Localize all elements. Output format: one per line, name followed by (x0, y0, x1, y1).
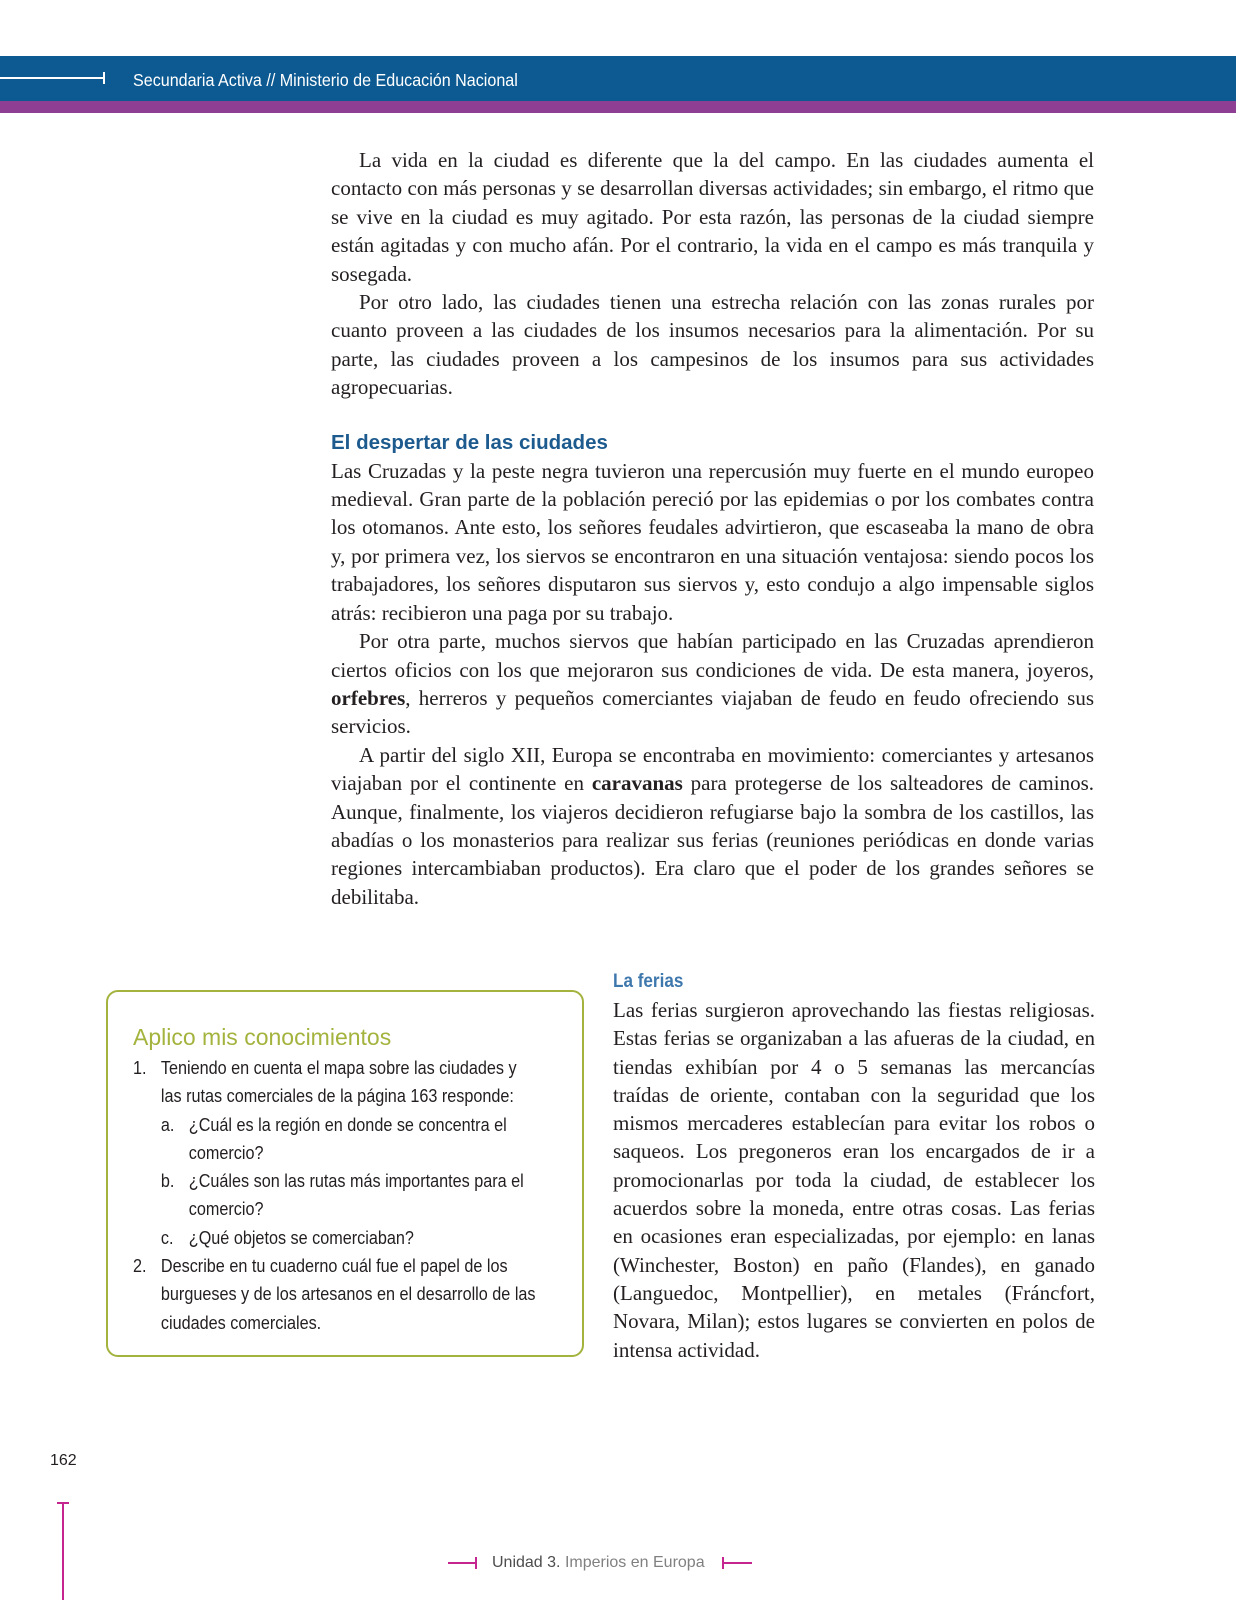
ferias-column (613, 968, 1095, 1364)
page-number: 162 (50, 1452, 77, 1469)
main-column (331, 146, 1094, 911)
activity-list (133, 1054, 538, 1337)
section-paragraph-1: Las Cruzadas y la peste negra tuvieron una repercusión muy fuerte en el mundo europeo medieval. Gran parte de la población pereció por las epidemias o por los combates contra los otomanos. Ante esto, los señores feudales advirtieron, que escaseaba la mano de obra y, por primera vez, los siervos se encontraron en una situación ventajosa: siendo pocos los trabajadores, los señores disputaron sus siervos y, esto condujo a algo impensable siglos atrás: recibieron una paga por su trabajo. (331, 458, 1094, 625)
footer-rule-left (448, 1562, 476, 1564)
paragraph-text: A partir del siglo XII, Europa se encontraba en movimiento: comerciantes y artesanos viajaban por el continente en (331, 742, 1094, 796)
subquestion-text: ¿Cuáles son las rutas más importantes para el comercio? (188, 1171, 524, 1220)
keyword-orfebres: orfebres (331, 685, 406, 710)
header-title: Secundaria Activa // Ministerio de Educación Nacional (133, 70, 518, 90)
question-number: 2. (133, 1256, 147, 1277)
activity-title: Aplico mis conocimientos (133, 1024, 392, 1050)
subquestion-letter: c. (160, 1227, 174, 1248)
footer-rule-right (724, 1562, 752, 1564)
subquestion-text: ¿Qué objetos se comerciaban? (188, 1227, 414, 1248)
intro-paragraph-2: Por otro lado, las ciudades tienen una estrecha relación con las zonas rurales por cuanto proveen a las ciudades de los insumos necesarios para la alimentación. Por su parte, las ciudades proveen a los campesinos de los insumos para sus actividades agropecuarias. (331, 290, 1094, 400)
section-paragraph-2 (331, 627, 1094, 741)
subquestion-letter: b. (160, 1171, 175, 1192)
footer-label (492, 1551, 705, 1575)
question-text: Describe en tu cuaderno cuál fue el papel de los burgueses y de los artesanos en el desarrollo de las ciudades comerciales. (160, 1256, 536, 1333)
intro-paragraph-1: La vida en la ciudad es diferente que la del campo. En las ciudades aumenta el contacto con más personas y se desarrollan diversas actividades; sin embargo, el ritmo que se vive en la ciudad es muy agitado. Por esta razón, las personas de la ciudad siempre están agitadas y con mucho afán. Por el contrario, la vida en el campo es más tranquila y sosegada. (331, 148, 1094, 286)
subquestion-letter: a. (160, 1114, 175, 1135)
question-1b (133, 1167, 538, 1224)
keyword-caravanas: caravanas (591, 771, 683, 796)
question-2 (133, 1252, 538, 1337)
ferias-subtitle: La ferias (613, 971, 684, 992)
question-number: 1. (133, 1058, 147, 1078)
section-paragraph-3 (331, 741, 1094, 911)
header-stripe (0, 101, 1236, 113)
footer (0, 1551, 1236, 1575)
question-1c (133, 1224, 538, 1252)
footer-rule-left-tick (475, 1557, 477, 1569)
question-1a (133, 1111, 538, 1168)
subquestion-text: ¿Cuál es la región en donde se concentra el comercio? (188, 1114, 507, 1163)
paragraph-text: para protegerse de los salteadores de caminos. Aunque, finalmente, los viajeros decidieron refugiarse bajo la sombra de los castillos, las abadías o los monasterios para realizar sus ferias (reuniones periódicas en donde varias regiones intercambiaban productos). Era claro que el poder de los grandes señores se debilitaba. (331, 771, 1094, 909)
footer-unit: Unidad 3. (492, 1554, 561, 1571)
paragraph-text: , herreros y pequeños comerciantes viajaban de feudo en feudo ofreciendo sus servicios. (331, 685, 1094, 739)
header-rule-tick (103, 72, 105, 84)
header-rule (0, 77, 104, 79)
ferias-paragraph: Las ferias surgieron aprovechando las fiestas religiosas. Estas ferias se organizaban a las afueras de la ciudad, en tiendas exhibían por 4 o 5 semanas las mercancías traídas de oriente, contaban con la seguridad que los mismos mercaderes establecían para evitar los robos o saqueos. Los pregoneros eran los encargados de ir a promocionarlas por toda la ciudad, de establecer los acuerdos sobre la moneda, entre otras cosas. Las ferias en ocasiones eran especializadas, por ejemplo: en lanas (Winchester, Boston) en paño (Flandes), en ganado (Languedoc, Montpellier), en metales (Fráncfort, Novara, Milan); estos lugares se convierten en polos de intensa actividad. (613, 998, 1095, 1362)
spacer (331, 402, 1094, 429)
footer-unit-title: Imperios en Europa (564, 1554, 705, 1571)
question-1 (133, 1054, 538, 1111)
question-text: Teniendo en cuenta el mapa sobre las ciudades y las rutas comerciales de la página 163 responde: (160, 1058, 517, 1107)
paragraph-text: Por otra parte, muchos siervos que habían participado en las Cruzadas aprendieron ciertos oficios con los que mejoraron sus condiciones de vida. De esta manera, joyeros, (331, 629, 1094, 682)
section-heading: El despertar de las ciudades (331, 430, 608, 454)
